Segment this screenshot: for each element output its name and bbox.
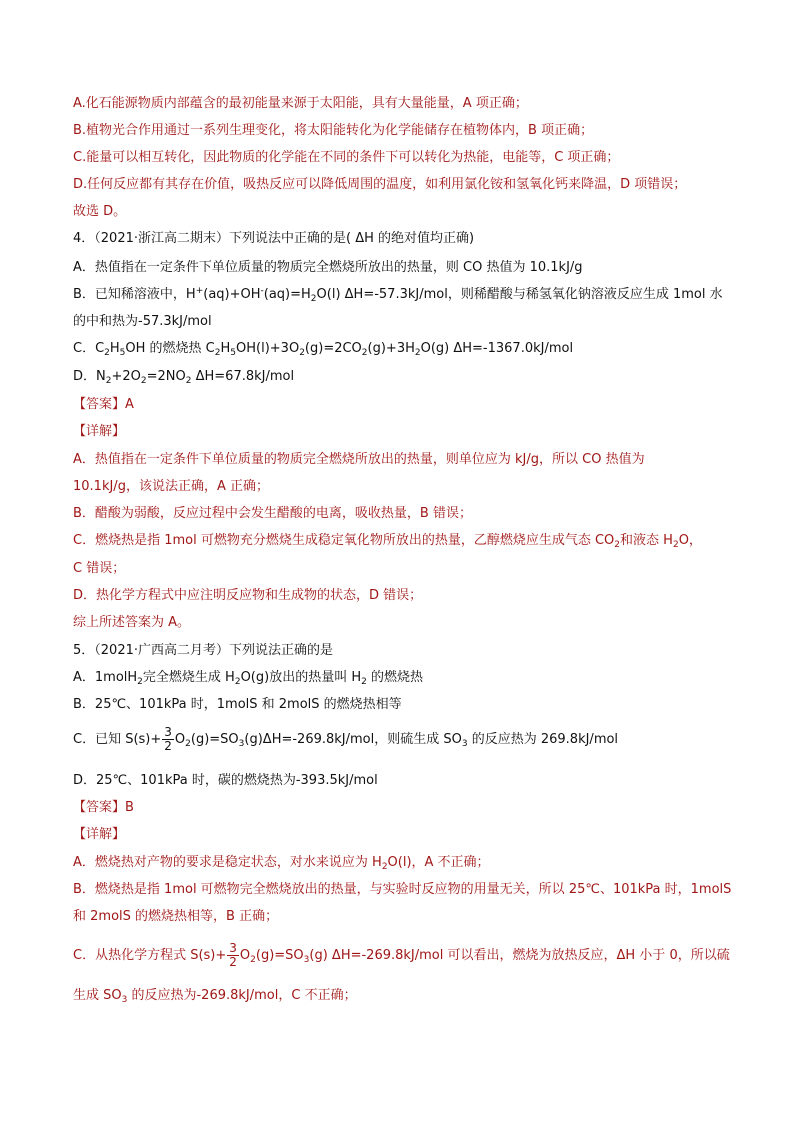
q4-title: 4．（2021·浙江高二期末）下列说法中正确的是( ΔH 的绝对值均正确) [73,231,475,246]
q4-option-d: D．$N_2+2O_2=2NO_2$ ΔH=67.8kJ/mol [73,369,295,386]
q4-option-c: C．$C_2H_5OH$ 的燃烧热 $C_2H_5OH(l)+3O_2(g)=2CO_2(g)+3H_2O(g)$ ΔH=-1367.0kJ/mol [73,341,574,358]
q4-option-b-line2: 的中和热为-57.3kJ/mol [73,314,212,329]
q5-detail-label: 【详解】 [73,827,126,842]
q4-explanation-c-line1: C．燃烧热是指 1mol 可燃物充分燃烧生成稳定氧化物所放出的热量，乙醇燃烧应生成气态 $CO_2$和液态 $H_2O$， [73,533,702,550]
q5-explanation-a: A．燃烧热对产物的要求是稳定状态，对水来说应为 $H_2O(l)$，A 不正确； [73,855,490,872]
q5-option-b: B．25℃、101kPa 时，1molS 和 2molS 的燃烧热相等 [73,697,402,712]
q4-explanation-d: D．热化学方程式中应注明反应物和生成物的状态，D 错误； [73,588,423,603]
q5-explanation-c-line2: 生成 $SO_3$ 的反应热为-269.8kJ/mol，C 不正确； [73,988,357,1005]
q5-explanation-b-line1: B．燃烧热是指 1mol 可燃物完全燃烧放出的热量，与实验时反应物的用量无关，所以 25℃、101kPa 时，1molS [73,882,732,897]
q4-answer: 【答案】A [73,397,134,412]
q3-explanation-c: C.能量可以相互转化，因此物质的化学能在不同的条件下可以转化为热能，电能等，C 项正确； [73,150,620,165]
q5-option-d: D．25℃、101kPa 时，碳的燃烧热为-393.5kJ/mol [73,773,378,788]
q4-detail-label: 【详解】 [73,424,126,439]
q5-explanation-c-line1: C．从热化学方程式 S(s)+ $\frac{3}{2}$ $O_2(g)=SO_3(g)$ ΔH=-269.8kJ/mol 可以看出，燃烧为放热反应，ΔH 小于 0，所以硫 [73,941,730,969]
q4-explanation-c-line2: C 错误； [73,561,126,576]
fraction-three-halves-explanation: $\frac{3}{2}$ [229,941,237,969]
q4-explanation-a-line1: A．热值指在一定条件下单位质量的物质完全燃烧所放出的热量，则单位应为 kJ/g，所以 CO 热值为 [73,452,645,467]
q4-option-b-line1: B．已知稀溶液中，$H^+(aq)+OH^-(aq)=H_2O(l)$ ΔH=-57.3kJ/mol，则稀醋酸与稀氢氧化钠溶液反应生成 1mol 水 [73,286,723,304]
q5-explanation-b-line2: 和 2molS 的燃烧热相等，B 正确； [73,909,279,924]
q4-explanation-a-line2: 10.1kJ/g，该说法正确，A 正确； [73,479,269,494]
q3-explanation-a: A.化石能源物质内部蕴含的最初能量来源于太阳能，具有大量能量，A 项正确； [73,96,528,111]
q5-option-a: A．1molH$_2$完全燃烧生成 $H_2O(g)$放出的热量叫 $H_2$ 的燃烧热 [73,670,423,687]
fraction-three-halves: $\frac{3}{2}$ [164,725,172,753]
q3-explanation-d: D.任何反应都有其存在价值，吸热反应可以降低周围的温度，如利用氯化铵和氢氧化钙来降温，D 项错误； [73,177,687,192]
q4-summary: 综上所述答案为 A。 [73,615,191,630]
q5-title: 5．（2021·广西高二月考）下列说法正确的是 [73,643,333,658]
q4-explanation-b: B．醋酸为弱酸，反应过程中会发生醋酸的电离，吸收热量，B 错误； [73,506,472,521]
q3-explanation-b: B.植物光合作用通过一系列生理变化，将太阳能转化为化学能储存在植物体内，B 项正确； [73,123,594,138]
q5-answer: 【答案】B [73,800,134,815]
q4-option-a: A．热值指在一定条件下单位质量的物质完全燃烧所放出的热量，则 CO 热值为 10.1kJ/g [73,260,583,275]
q5-option-c: C．已知 S(s)+ $\frac{3}{2}$ $O_2(g)=SO_3(g)\Delta H=-269.8kJ$/mol，则硫生成 $SO_3$ 的反应热为 269.8kJ/mol [73,725,619,753]
q3-conclusion: 故选 D。 [73,204,127,219]
